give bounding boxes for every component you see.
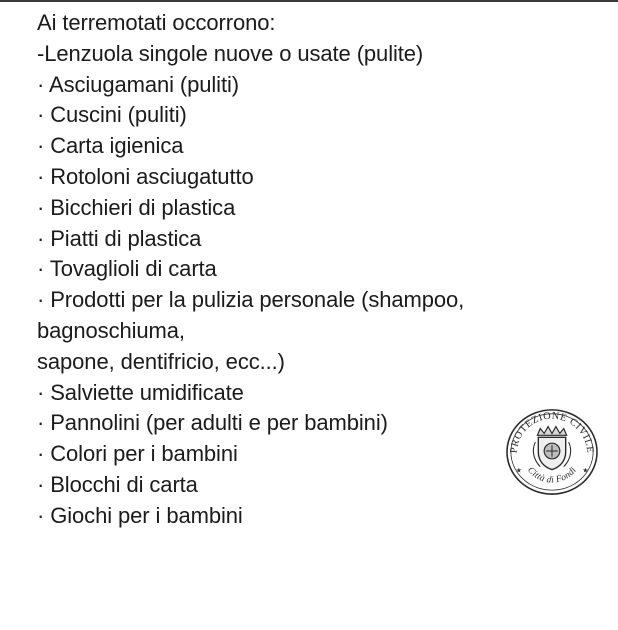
list-item: · Rotoloni asciugatutto <box>37 163 254 189</box>
document-heading: Ai terremotati occorrono: <box>37 10 276 35</box>
stamp-top-text: PROTEZIONE CIVILE <box>508 410 596 454</box>
list-item: · Colori per i bambini <box>37 441 238 467</box>
list-item: · Cuscini (puliti) <box>37 102 187 128</box>
star-icon: ★ <box>582 467 589 475</box>
list-item: · Bicchieri di plastica <box>37 194 236 220</box>
list-item: · Salviette umidificate <box>37 379 244 405</box>
list-item: -Lenzuola singole nuove o usate (pulite) <box>37 40 424 66</box>
list-item: · Giochi per i bambini <box>37 502 243 528</box>
stamp-bottom-text: Città di Fondi <box>525 465 579 486</box>
list-item: · Pannolini (per adulti e per bambini) <box>37 410 388 436</box>
list-item: · Asciugamani (puliti) <box>37 71 239 97</box>
list-item: · Piatti di plastica <box>37 225 202 251</box>
city-crest-icon <box>533 427 570 470</box>
list-item: · Prodotti per la pulizia personale (shampoo, <box>37 287 465 313</box>
top-border <box>0 0 618 2</box>
list-item: bagnoschiuma, <box>37 317 185 343</box>
list-item: · Tovaglioli di carta <box>37 256 217 282</box>
list-item: sapone, dentifricio, ecc...) <box>37 348 285 374</box>
list-item: · Blocchi di carta <box>37 471 198 497</box>
star-icon: ★ <box>515 467 522 475</box>
list-item: · Carta igienica <box>37 133 184 159</box>
protezione-civile-stamp <box>503 405 601 497</box>
